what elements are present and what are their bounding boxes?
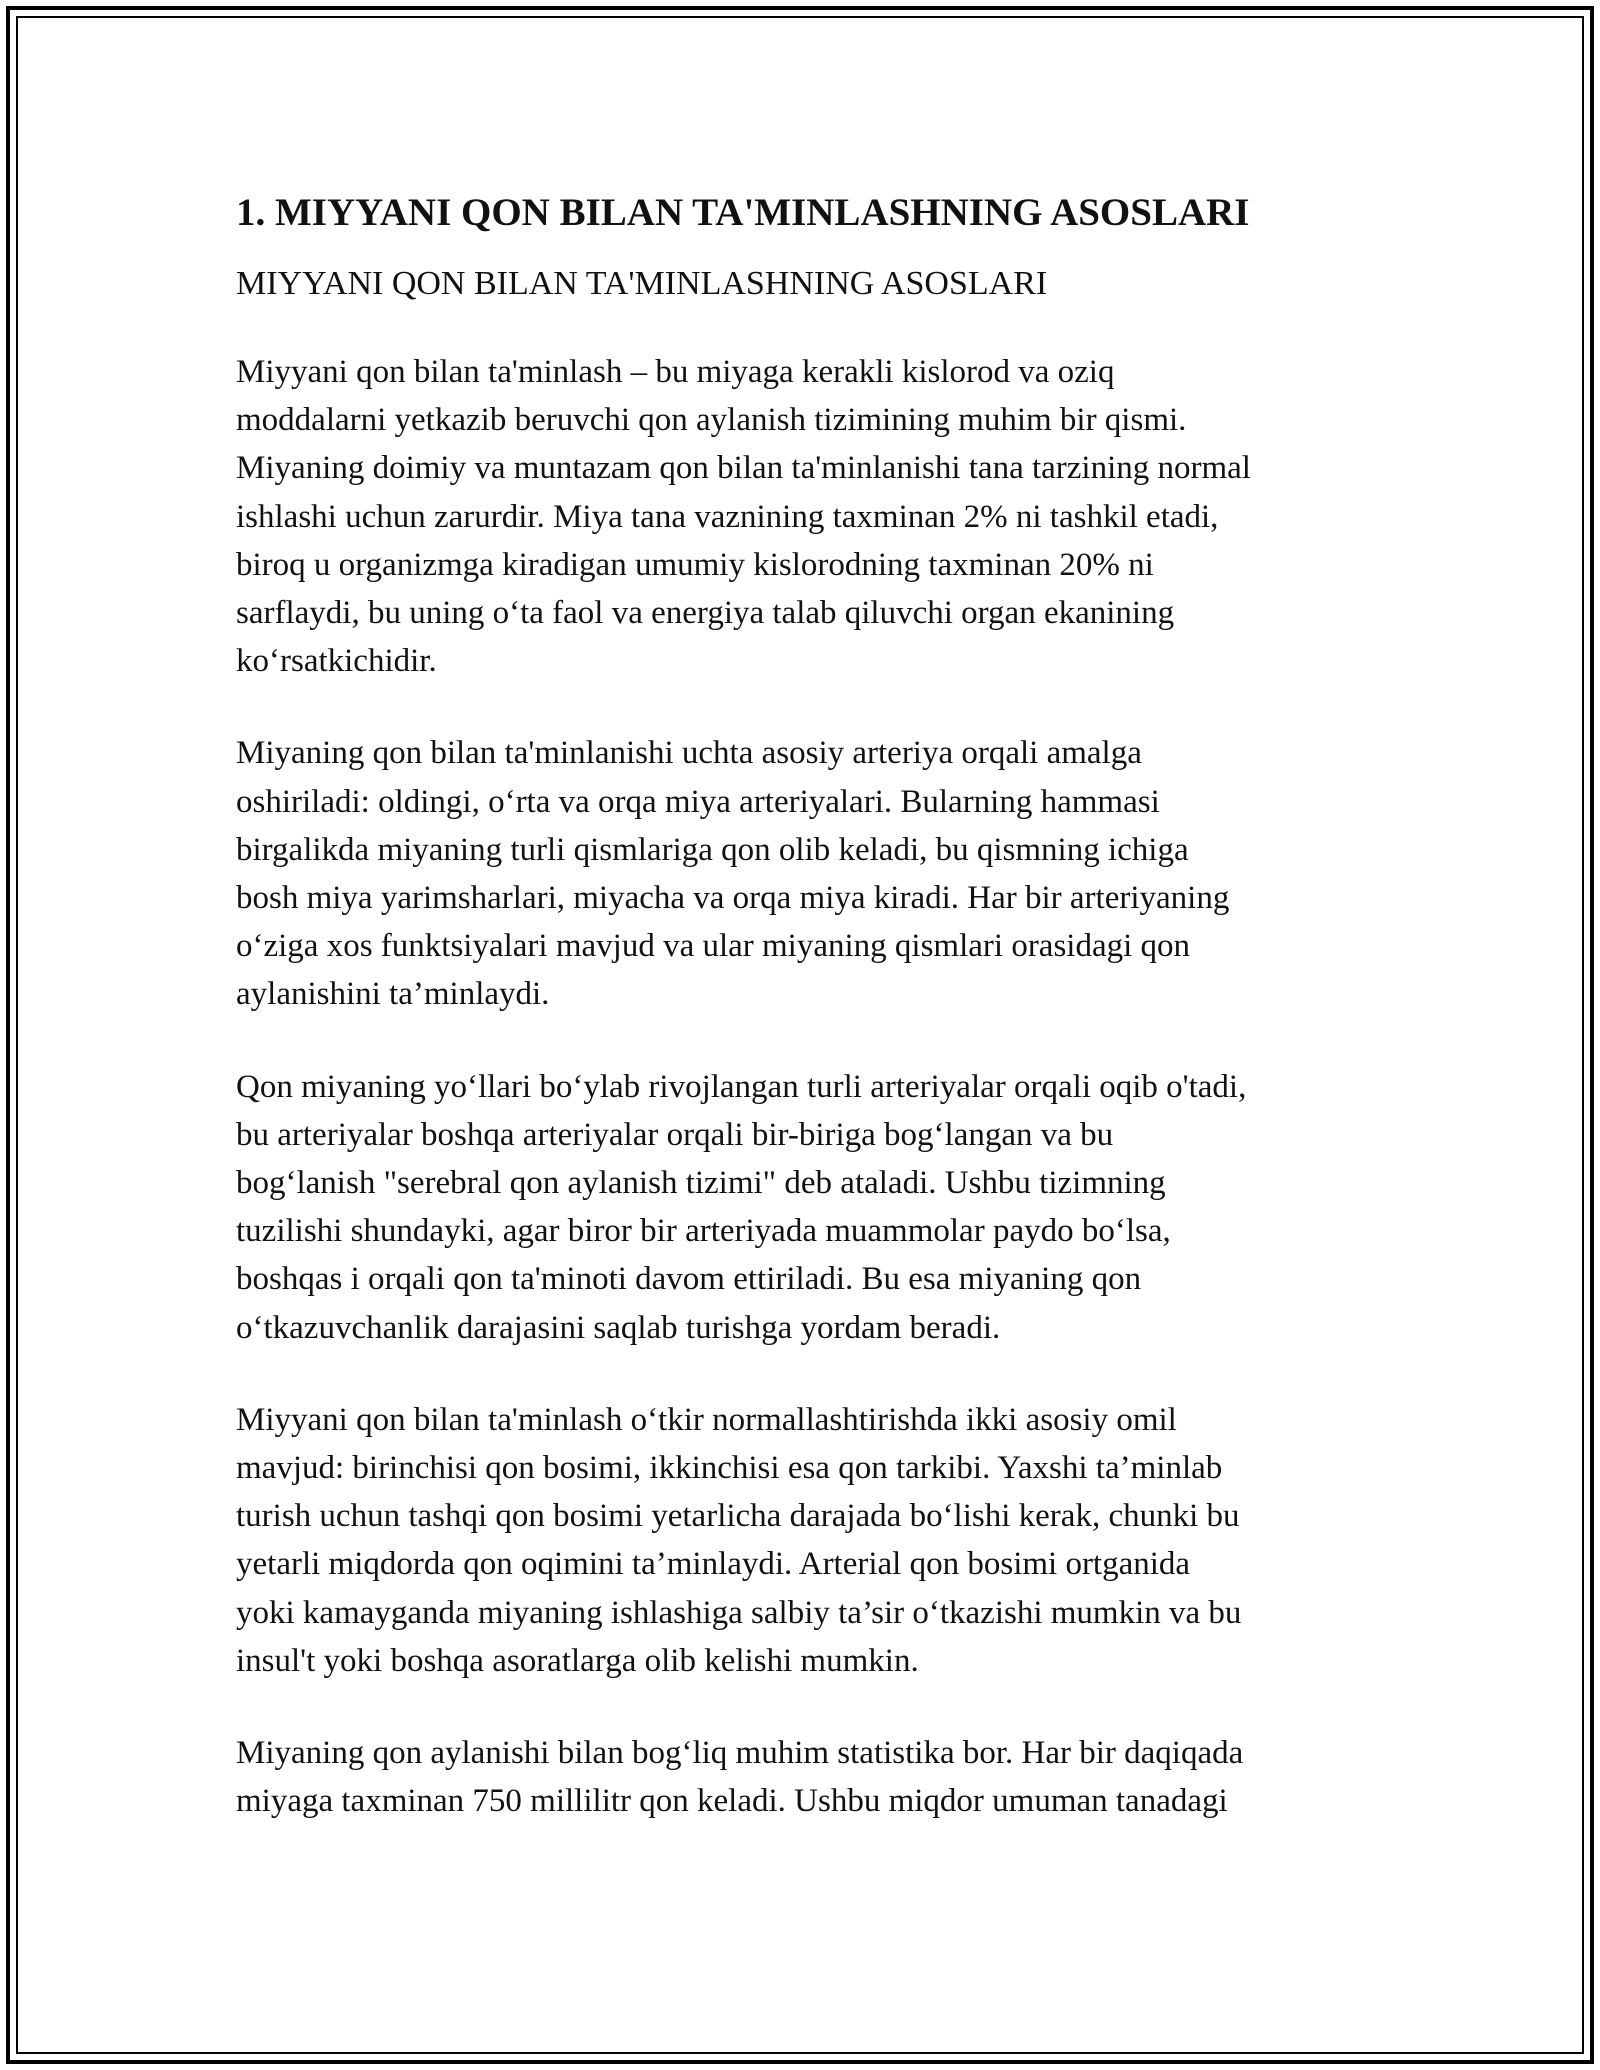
paragraph-line: yetarli miqdorda qon oqimini ta’minlaydi. Arterial qon bosimi ortganida xyxy=(236,1546,1191,1583)
paragraph-1 xyxy=(236,348,1376,685)
paragraph-line: bosh miya yarimsharlari, miyacha va orqa miya kiradi. Har bir arteriyaning xyxy=(236,880,1230,917)
paragraph-line: ishlashi uchun zarurdir. Miya tana vaznining taxminan 2% ni tashkil etadi, xyxy=(236,498,1219,535)
paragraph-line: bog‘lanish "serebral qon aylanish tizimi" deb ataladi. Ushbu tizimning xyxy=(236,1165,1166,1202)
paragraph-line: sarflaydi, bu uning o‘ta faol va energiya talab qiluvchi organ ekanining xyxy=(236,595,1175,632)
paragraph-2 xyxy=(236,729,1376,1018)
paragraph-5 xyxy=(236,1729,1376,1825)
section-heading: 1. MIYYANI QON BILAN TA'MINLASHNING ASOSLARI xyxy=(236,191,1250,234)
paragraph-line: Miyyani qon bilan ta'minlash o‘tkir normallashtirishda ikki asosiy omil xyxy=(236,1401,1177,1438)
paragraph-line: o‘tkazuvchanlik darajasini saqlab turishga yordam beradi. xyxy=(236,1309,1001,1346)
paragraph-line: yoki kamayganda miyaning ishlashiga salbiy ta’sir o‘tkazishi mumkin va bu xyxy=(236,1594,1242,1631)
paragraph-line: bu arteriyalar boshqa arteriyalar orqali bir-biriga bog‘langan va bu xyxy=(236,1116,1114,1153)
paragraph-line: Miyaning qon bilan ta'minlanishi uchta asosiy arteriya orqali amalga xyxy=(236,735,1142,772)
paragraph-3 xyxy=(236,1063,1376,1352)
paragraph-line: Qon miyaning yo‘llari bo‘ylab rivojlangan turli arteriyalar orqali oqib o'tadi, xyxy=(236,1068,1247,1105)
paragraph-line: insul't yoki boshqa asoratlarga olib kelishi mumkin. xyxy=(236,1642,919,1679)
paragraph-line: Miyaning doimiy va muntazam qon bilan ta'minlanishi tana tarzining normal xyxy=(236,450,1251,487)
paragraph-line: aylanishini ta’minlaydi. xyxy=(236,976,550,1013)
paragraph-line: o‘ziga xos funktsiyalari mavjud va ular miyaning qismlari orasidagi qon xyxy=(236,928,1191,965)
paragraph-line: oshiriladi: oldingi, o‘rta va orqa miya arteriyalari. Bularning hammasi xyxy=(236,783,1160,820)
paragraph-line: miyaga taxminan 750 millilitr qon keladi. Ushbu miqdor umuman tanadagi xyxy=(236,1783,1228,1820)
paragraph-line: turish uchun tashqi qon bosimi yetarlicha darajada bo‘lishi kerak, chunki bu xyxy=(236,1498,1240,1535)
paragraph-line: mavjud: birinchisi qon bosimi, ikkinchisi esa qon tarkibi. Yaxshi ta’minlab xyxy=(236,1450,1223,1487)
paragraph-line: boshqas i orqali qon ta'minoti davom ettiriladi. Bu esa miyaning qon xyxy=(236,1261,1142,1298)
paragraph-line: biroq u organizmga kiradigan umumiy kislorodning taxminan 20% ni xyxy=(236,546,1154,583)
paragraph-4 xyxy=(236,1396,1376,1685)
section-subheading: MIYYANI QON BILAN TA'MINLASHNING ASOSLARI xyxy=(236,265,1048,302)
paragraph-line: moddalarni yetkazib beruvchi qon aylanish tizimining muhim bir qismi. xyxy=(236,402,1187,439)
paragraph-line: birgalikda miyaning turli qismlariga qon olib keladi, bu qismning ichiga xyxy=(236,831,1189,868)
paragraph-line: Miyaning qon aylanishi bilan bog‘liq muhim statistika bor. Har bir daqiqada xyxy=(236,1735,1244,1772)
document-body xyxy=(236,183,1376,1825)
paragraph-line: ko‘rsatkichidir. xyxy=(236,643,437,680)
paragraph-line: tuzilishi shundayki, agar biror bir arteriyada muammolar paydo bo‘lsa, xyxy=(236,1213,1171,1250)
paragraph-line: Miyyani qon bilan ta'minlash – bu miyaga kerakli kislorod va oziq xyxy=(236,354,1115,390)
